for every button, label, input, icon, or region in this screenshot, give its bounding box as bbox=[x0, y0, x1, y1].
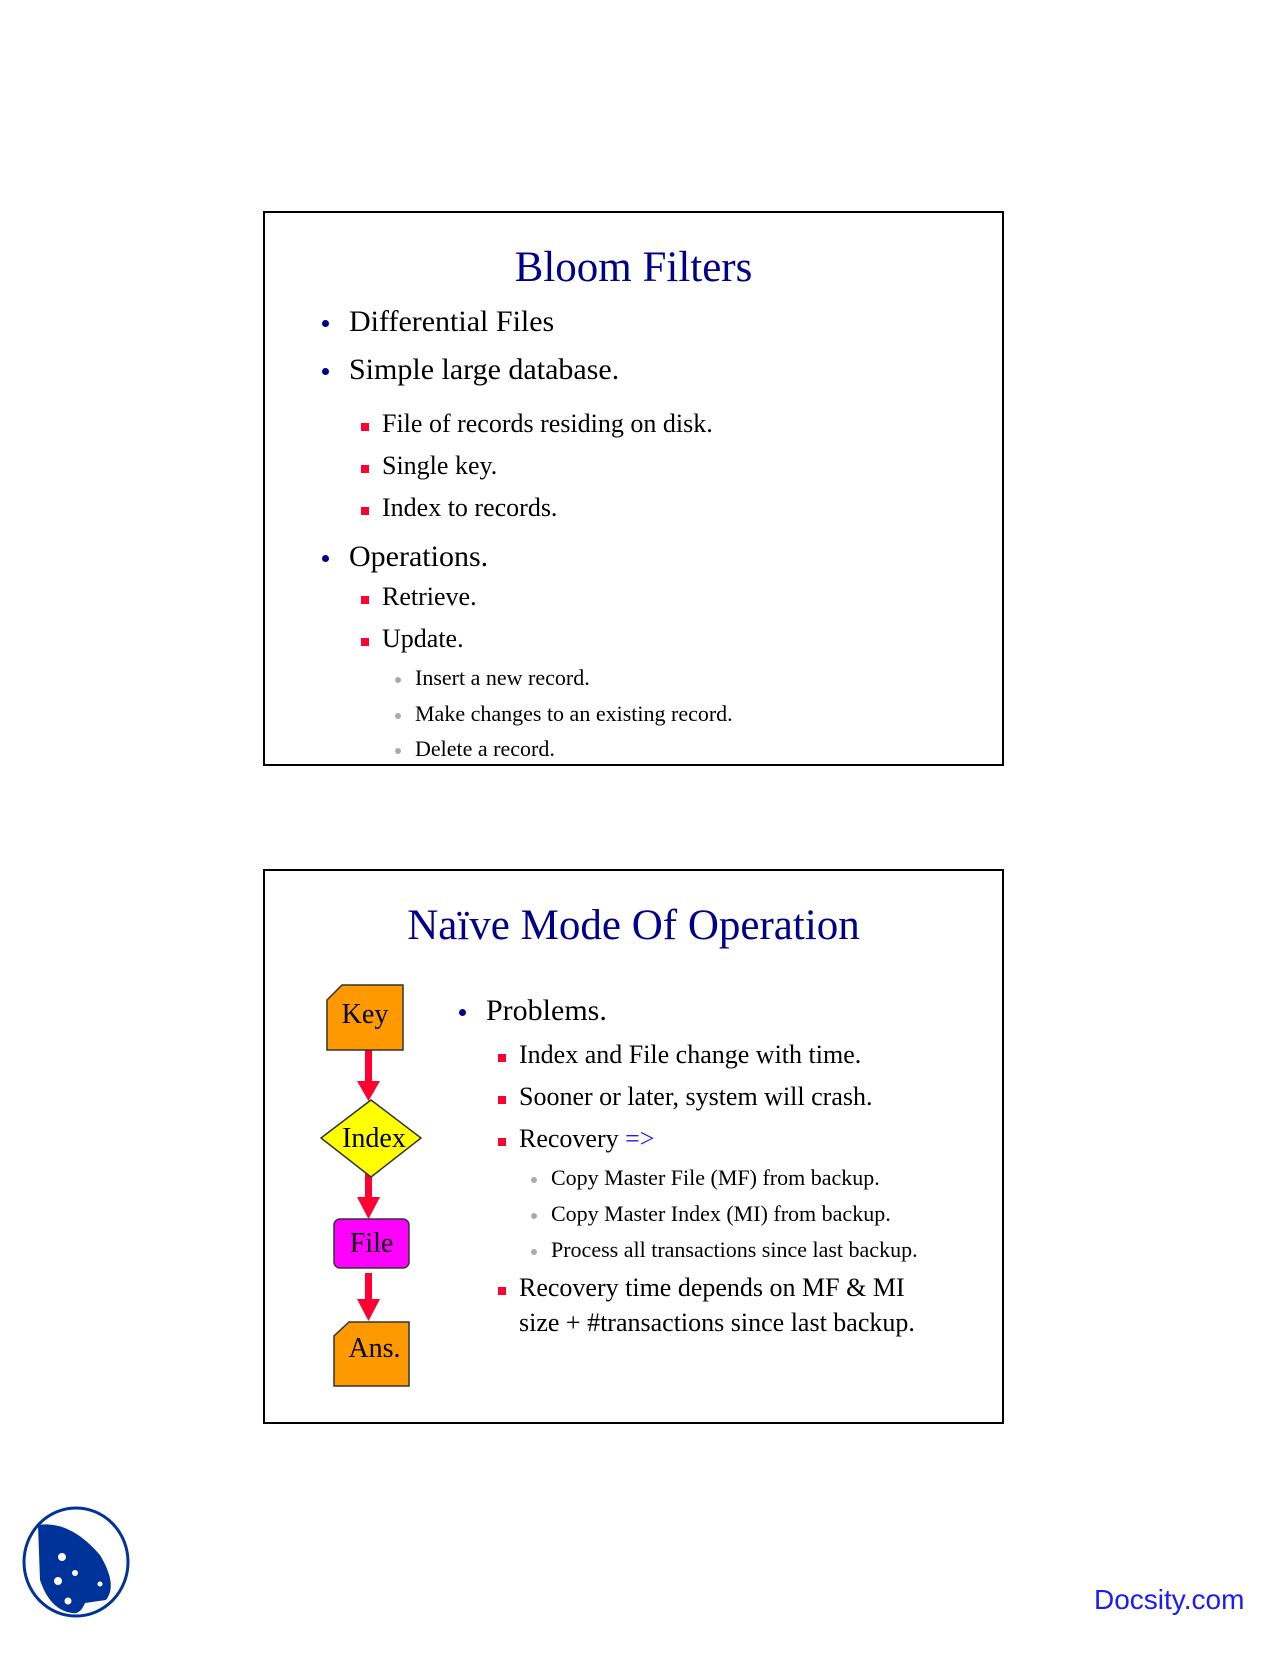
slide-naive-mode bbox=[263, 869, 1004, 1424]
dot-bullet-icon bbox=[531, 1213, 537, 1219]
list-item: Index and File change with time. bbox=[519, 1040, 862, 1069]
docsity-logo-icon bbox=[20, 1505, 132, 1619]
square-bullet-icon bbox=[361, 423, 369, 431]
list-item: Sooner or later, system will crash. bbox=[519, 1082, 873, 1111]
list-item: Single key. bbox=[382, 451, 498, 480]
list-item-continuation: size + #transactions since last backup. bbox=[519, 1308, 915, 1337]
arrow-icon bbox=[357, 1273, 380, 1321]
square-bullet-icon bbox=[498, 1096, 506, 1104]
square-bullet-icon bbox=[361, 465, 369, 473]
list-item: Retrieve. bbox=[382, 582, 477, 611]
list-item: Copy Master File (MF) from backup. bbox=[551, 1165, 880, 1190]
flowchart bbox=[315, 983, 425, 1393]
docsity-link[interactable]: Docsity.com bbox=[1094, 1584, 1245, 1615]
list-item: Simple large database. bbox=[349, 353, 620, 386]
list-item: Differential Files bbox=[349, 305, 555, 338]
square-bullet-icon bbox=[498, 1054, 506, 1062]
dot-bullet-icon bbox=[531, 1177, 537, 1183]
list-item: File of records residing on disk. bbox=[382, 409, 713, 438]
arrow-symbol: => bbox=[625, 1124, 655, 1153]
list-item: Update. bbox=[382, 624, 464, 653]
arrow-icon bbox=[357, 1171, 380, 1219]
square-bullet-icon bbox=[361, 596, 369, 604]
slide-title: Naïve Mode Of Operation bbox=[407, 902, 860, 949]
list-item: Operations. bbox=[349, 540, 489, 573]
bullet-icon bbox=[322, 368, 329, 375]
flow-ans-label: Ans. bbox=[348, 1333, 401, 1364]
square-bullet-icon bbox=[361, 638, 369, 646]
arrow-icon bbox=[357, 1047, 380, 1101]
dot-bullet-icon bbox=[395, 713, 401, 719]
square-bullet-icon bbox=[498, 1287, 506, 1295]
slide-title: Bloom Filters bbox=[514, 244, 753, 291]
list-item: Copy Master Index (MI) from backup. bbox=[551, 1201, 891, 1226]
square-bullet-icon bbox=[361, 507, 369, 515]
list-item: Process all transactions since last backup. bbox=[551, 1237, 918, 1262]
dot-bullet-icon bbox=[395, 748, 401, 754]
recovery-text: Recovery bbox=[519, 1124, 619, 1153]
list-item: Recovery time depends on MF & MI bbox=[519, 1273, 905, 1302]
list-item bbox=[519, 1124, 654, 1154]
bullet-icon bbox=[459, 1009, 466, 1016]
bullet-icon bbox=[322, 320, 329, 327]
list-item: Insert a new record. bbox=[415, 665, 590, 690]
flow-key-label: Key bbox=[341, 999, 389, 1030]
list-item: Problems. bbox=[486, 994, 607, 1027]
list-item: Delete a record. bbox=[415, 736, 555, 761]
bullet-icon bbox=[322, 555, 329, 562]
flow-file-label: File bbox=[349, 1228, 394, 1259]
dot-bullet-icon bbox=[531, 1249, 537, 1255]
dot-bullet-icon bbox=[395, 677, 401, 683]
slide-bloom-filters bbox=[263, 211, 1004, 766]
square-bullet-icon bbox=[498, 1138, 506, 1146]
flow-index-label: Index bbox=[342, 1123, 406, 1154]
list-item: Make changes to an existing record. bbox=[415, 701, 733, 726]
list-item: Index to records. bbox=[382, 493, 558, 522]
